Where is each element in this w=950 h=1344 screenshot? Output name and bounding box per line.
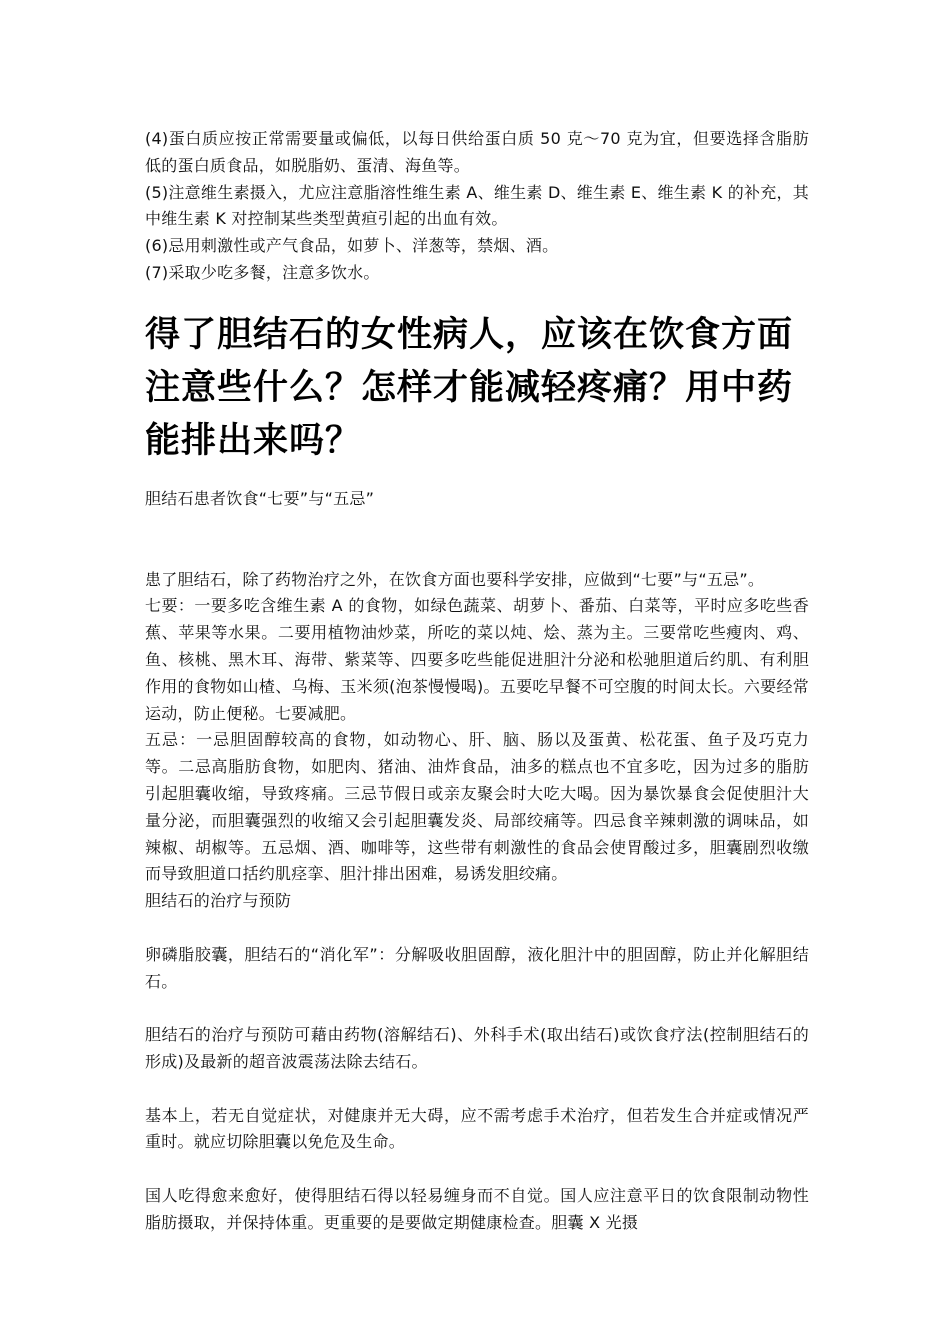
document-page <box>145 126 809 1237</box>
article-headline: 得了胆结石的女性病人，应该在饮食方面注意些什么？怎样才能减轻疼痛？用中药能排出来吗？ <box>145 314 794 461</box>
diet-list-item-6: (6)忌用刺激性或产气食品，如萝卜、洋葱等，禁烟、酒。 <box>145 236 559 256</box>
diet-list-item-4: (4)蛋白质应按正常需要量或偏低，以每日供给蛋白质 50 克～70 克为宜，但要选择含脂肪低的蛋白质食品，如脱脂奶、蛋清、海鱼等。 <box>145 129 809 175</box>
prevention-paragraph: 国人吃得愈来愈好，使得胆结石得以轻易缠身而不自觉。国人应注意平日的饮食限制动物性脂肪摄取，并保持体重。更重要的是要做定期健康检查。胆囊 X 光摄 <box>145 1185 809 1232</box>
diet-list-item-5: (5)注意维生素摄入，尤应注意脂溶性维生素 A、维生素 D、维生素 E、维生素 K 的补充，其中维生素 K 对控制某些类型黄疸引起的出血有效。 <box>145 182 809 229</box>
seven-musts-paragraph: 七要：一要多吃含维生素 A 的食物，如绿色蔬菜、胡萝卜、番茄、白菜等，平时应多吃些香蕉、苹果等水果。二要用植物油炒菜，所吃的菜以炖、烩、蒸为主。三要常吃些瘦肉、鸡、鱼、核桃、黑木耳、海带、紫菜等、四要多吃些能促进胆汁分泌和松驰胆道后约肌、有利胆作用的食物如山楂、乌梅、玉米须(泡茶慢慢喝)。五要吃早餐不可空腹的时间太长。六要经常运动，防止便秘。七要减肥。 <box>145 596 809 723</box>
intro-paragraph: 患了胆结石，除了药物治疗之外，在饮食方面也要科学安排，应做到“七要”与“五忌”。 <box>145 569 765 589</box>
diet-list-item-7: (7)采取少吃多餐，注意多饮水。 <box>145 262 380 282</box>
surgery-paragraph: 基本上，若无自觉症状，对健康并无大碍，应不需考虑手术治疗，但若发生合并症或情况严重时。就应切除胆囊以免危及生命。 <box>145 1105 809 1152</box>
article-subtitle: 胆结石患者饮食“七要”与“五忌” <box>145 488 375 508</box>
five-avoids-paragraph: 五忌：一忌胆固醇较高的食物，如动物心、肝、脑、肠以及蛋黄、松花蛋、鱼子及巧克力等。二忌高脂肪食物，如肥肉、猪油、油炸食品，油多的糕点也不宜多吃，因为过多的脂肪引起胆囊收缩，导致疼痛。三忌节假日或亲友聚会时大吃大喝。因为暴饮暴食会促使胆汁大量分泌，而胆囊强烈的收缩又会引起胆囊发炎、局部绞痛等。四忌食辛辣刺激的调味品，如辣椒、胡椒等。五忌烟、酒、咖啡等，这些带有刺激性的食品会使胃酸过多，胆囊剧烈收缴而导致胆道口括约肌痉挛、胆汁排出困难，易诱发胆绞痛。 <box>145 730 809 884</box>
treatment-heading: 胆结石的治疗与预防 <box>145 891 292 911</box>
lecithin-paragraph: 卵磷脂胶囊，胆结石的“消化军”：分解吸收胆固醇，液化胆汁中的胆固醇，防止并化解胆结石。 <box>145 944 809 991</box>
treatment-paragraph: 胆结石的治疗与预防可藉由药物(溶解结石)、外科手术(取出结石)或饮食疗法(控制胆结石的形成)及最新的超音波震荡法除去结石。 <box>145 1025 809 1071</box>
